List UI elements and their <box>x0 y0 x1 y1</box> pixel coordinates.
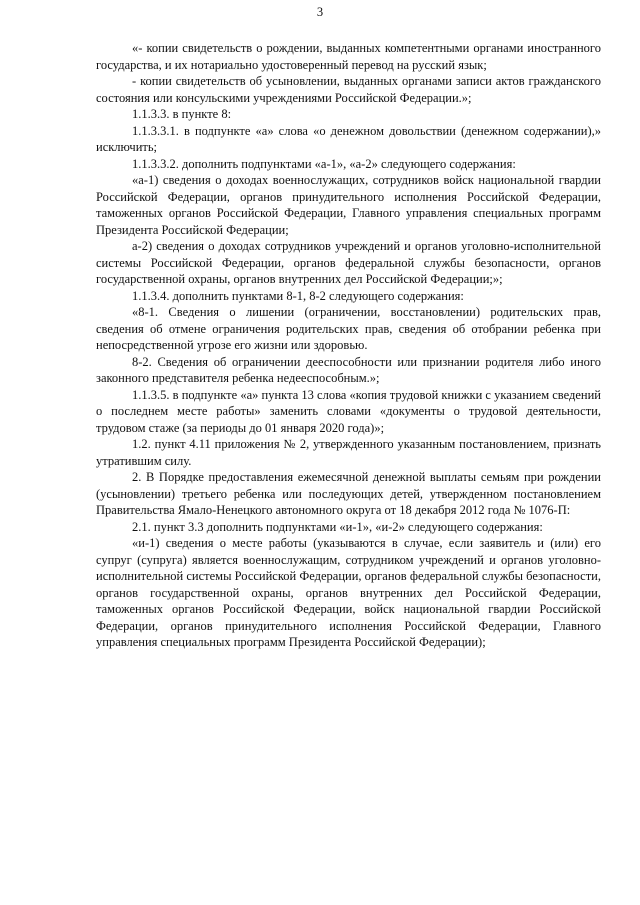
paragraph: «8-1. Сведения о лишении (ограничении, восстановлении) родительских прав, сведения об отмене ограничения родительских прав, сведения об отобрании ребенка при непосредственной угрозе его жизни или здоровью. <box>96 305 601 352</box>
paragraph: - копии свидетельств об усыновлении, выданных органами записи актов гражданского состояния или консульскими учреждениями Российской Федерации.»; <box>96 74 601 105</box>
paragraph: 2. В Порядке предоставления ежемесячной денежной выплаты семьям при рождении (усыновлении) третьего ребенка или последующих детей, утвержденном постановлением Правительства Ямало-Ненецкого автономного округа от 18 декабря 2012 года № 1076-П: <box>96 470 601 517</box>
paragraph: 2.1. пункт 3.3 дополнить подпунктами «и-1», «и-2» следующего содержания: <box>132 519 543 534</box>
paragraph: а-2) сведения о доходах сотрудников учреждений и органов уголовно-исполнительной системы Российской Федерации, органов федеральной службы безопасности, органов государственной охраны, органов внутренних дел Российской Федерации;»; <box>96 239 601 286</box>
page-number: 3 <box>316 5 324 19</box>
document-body <box>96 40 601 651</box>
paragraph: «а-1) сведения о доходах военнослужащих, сотрудников войск национальной гвардии Российской Федерации, органов принудительного исполнения Российской Федерации, таможенных органов Российской Федерации, Главного управления специальных программ Президента Российской Федерации; <box>96 173 601 237</box>
paragraph: 1.1.3.4. дополнить пунктами 8-1, 8-2 следующего содержания: <box>132 288 464 303</box>
paragraph: 1.1.3.3.2. дополнить подпунктами «а-1», «а-2» следующего содержания: <box>132 156 516 171</box>
paragraph: 1.2. пункт 4.11 приложения № 2, утвержденного указанным постановлением, признать утратившим силу. <box>96 437 601 468</box>
paragraph: «и-1) сведения о месте работы (указываются в случае, если заявитель и (или) его супруг (супруга) является военнослужащим, сотрудником учреждений и органов уголовно-исполнительной системы Российской Федерации, органов федеральной службы безопасности, органов государственной охраны, органов внутренних дел Российской Федерации, таможенных органов Российской Федерации, войск национальной гвардии Российской Федерации, органов принудительного исполнения Российской Федерации, Главного управления специальных программ Президента Российской Федерации); <box>96 536 601 649</box>
paragraph: «- копии свидетельств о рождении, выданных компетентными органами иностранного государства, и их нотариально удостоверенный перевод на русский язык; <box>96 41 601 72</box>
paragraph: 1.1.3.3.1. в подпункте «а» слова «о денежном довольствии (денежном содержании),» исключить; <box>96 123 601 154</box>
paragraph: 1.1.3.3. в пункте 8: <box>132 107 232 121</box>
paragraph: 1.1.3.5. в подпункте «а» пункта 13 слова «копия трудовой книжки с указанием сведений о последнем месте работы» заменить словами «документы о трудовой деятельности, трудовом стаже (за периоды до 01 января 2020 года)»; <box>96 387 601 435</box>
paragraph: 8-2. Сведения об ограничении дееспособности или признании родителя либо иного законного представителя ребенка недееспособным.»; <box>96 354 601 385</box>
